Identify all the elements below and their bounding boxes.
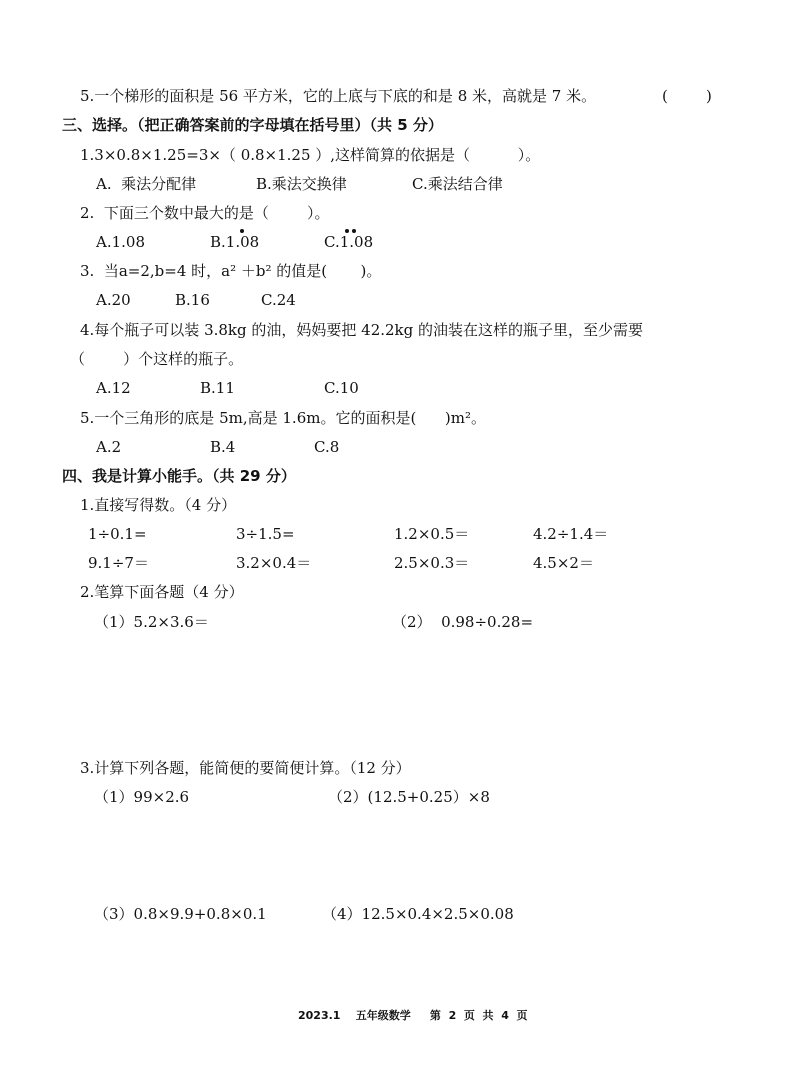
question-3-2-text: 2. 下面三个数中最大的是（ ）。	[80, 204, 330, 222]
part-3-title: 3.计算下列各题，能简便的要简便计算。（12 分）	[80, 759, 411, 777]
option-a: A. 乘法分配律	[96, 175, 197, 193]
option-b: B.16	[175, 291, 210, 309]
repeating-decimal-dot	[240, 229, 244, 233]
option-b: B.4	[210, 438, 236, 456]
calc-item: 1÷0.1=	[88, 525, 147, 543]
part-2-title: 2.笔算下面各题（4 分）	[80, 583, 244, 601]
option-b: B.1.08	[210, 233, 260, 251]
repeating-decimal-dot	[345, 229, 349, 233]
section-4-heading: 四、我是计算小能手。（共 29 分）	[62, 467, 296, 485]
question-3-1-text: 1.3×0.8×1.25=3×（ 0.8×1.25 ）,这样简算的依据是（ ）。	[80, 146, 541, 164]
option-c: C.8	[314, 438, 340, 456]
calc-item: 4.5×2＝	[533, 554, 594, 572]
calc-item: 2.5×0.3＝	[394, 554, 470, 572]
section-3-heading: 三、选择。（把正确答案前的字母填在括号里）（共 5 分）	[62, 116, 443, 134]
repeating-decimal-dot	[352, 229, 356, 233]
question-2-5-text: 5.一个梯形的面积是 56 平方米，它的上底与下底的和是 8 米，高就是 7 米。	[80, 87, 597, 105]
calc-item: 4.2÷1.4＝	[533, 525, 609, 543]
calc-item: 3÷1.5=	[236, 525, 295, 543]
option-b: B.乘法交换律	[256, 175, 347, 193]
simplify-item: （2）(12.5+0.25）×8	[328, 788, 490, 806]
option-c: C.1.08	[324, 233, 374, 251]
option-c: C.乘法结合律	[412, 175, 503, 193]
written-calc-item: （2） 0.98÷0.28=	[392, 613, 534, 631]
question-3-4-text: 4.每个瓶子可以装 3.8kg 的油，妈妈要把 42.2kg 的油装在这样的瓶子里，至少需要	[80, 321, 644, 339]
option-a: A.20	[96, 291, 131, 309]
question-3-4-text-continued: （ ）个这样的瓶子。	[70, 350, 244, 368]
calc-item: 3.2×0.4＝	[236, 554, 312, 572]
calc-item: 9.1÷7＝	[88, 554, 149, 572]
option-a: A.1.08	[96, 233, 145, 251]
answer-bracket: ( )	[662, 87, 712, 105]
question-3-3-text: 3. 当a=2,b=4 时，a² ＋b² 的值是( )。	[80, 262, 382, 280]
question-3-5-text: 5.一个三角形的底是 5m,高是 1.6m。它的面积是( )m²。	[80, 409, 487, 427]
option-c: C.24	[261, 291, 296, 309]
simplify-item: （4）12.5×0.4×2.5×0.08	[322, 905, 514, 923]
calc-item: 1.2×0.5＝	[394, 525, 470, 543]
option-c: C.10	[324, 379, 359, 397]
option-b: B.11	[200, 379, 235, 397]
option-a: A.2	[96, 438, 122, 456]
page-footer: 2023.1 五年级数学 第 2 页 共 4 页	[298, 1009, 528, 1022]
part-1-title: 1.直接写得数。（4 分）	[80, 496, 237, 514]
simplify-item: （3）0.8×9.9+0.8×0.1	[94, 905, 267, 923]
simplify-item: （1）99×2.6	[94, 788, 190, 806]
option-a: A.12	[96, 379, 131, 397]
written-calc-item: （1）5.2×3.6＝	[94, 613, 209, 631]
